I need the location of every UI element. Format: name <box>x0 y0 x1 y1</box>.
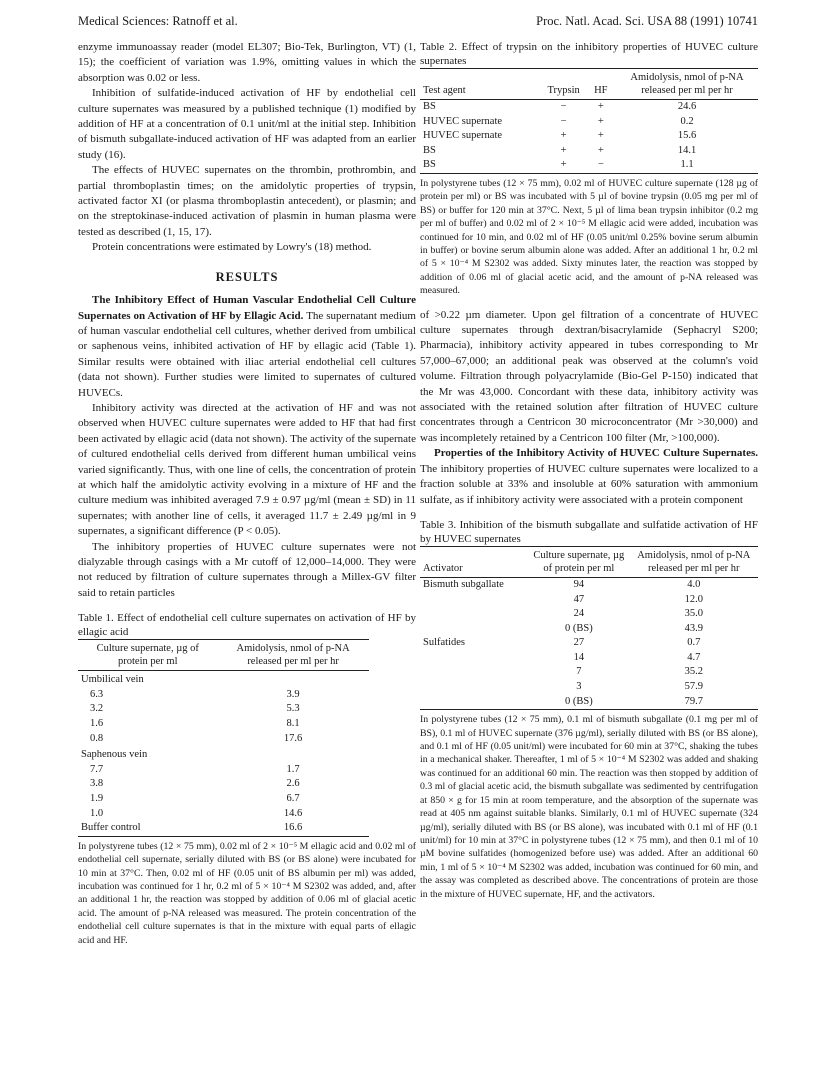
table3-protein-cell: 27 <box>573 637 585 649</box>
table3-activator-cell <box>420 695 528 710</box>
table3-amidolysis-cell: 35.0 <box>684 608 703 620</box>
running-head-right: Proc. Natl. Acad. Sci. USA 88 (1991) 10741 <box>536 14 758 28</box>
table2-amidolysis-cell: 14.1 <box>677 144 697 156</box>
table2-agent-cell: BS <box>423 101 436 112</box>
right-column <box>420 40 758 901</box>
table2-caption: Table 2. Effect of trypsin on the inhibitory properties of HUVEC culture supernates <box>420 41 758 67</box>
table-row <box>78 717 369 732</box>
table3-amidolysis-cell: 57.9 <box>684 681 703 693</box>
table1-amidolysis-cell: 5.3 <box>286 703 300 715</box>
table-row <box>78 792 369 807</box>
table3-protein-cell: 0 (BS) <box>564 622 593 634</box>
table-row <box>420 577 758 592</box>
table2-amidolysis-cell: 15.6 <box>677 130 697 142</box>
table-row <box>78 763 369 778</box>
table2-trypsin-cell: + <box>560 130 567 142</box>
table3-activator-cell: Bismuth subgallate <box>423 578 504 590</box>
table3-amidolysis-cell: 79.7 <box>684 695 703 707</box>
table-row <box>78 777 369 792</box>
table1-note: In polystyrene tubes (12 × 75 mm), 0.02 ml of 2 × 10⁻⁵ M ellagic acid and 0.02 ml of endothelial cell supernate, serially diluted with BS (or BS alone) were incubated for 10 min at 37°C. Then, 0.02 ml of HF (0.05 unit of BS albumin per ml) was added, incubation was continued for 1 hr, 0.2 ml of 5 × 10⁻⁴ M S2302 was added, and, after an additional 1 hr, the reaction was stopped by addition of 0.06 ml of glacial acetic acid. The amount of p-NA released was measured. The protein concentration of the endothelial cell culture supernates is that in the mixture with equal parts of ellagic acid and HF. <box>78 840 416 946</box>
table-row <box>420 680 758 695</box>
table1-amidolysis-cell: 6.7 <box>286 792 300 804</box>
table2-header: Test agent <box>423 85 466 96</box>
table3-protein-cell: 47 <box>573 593 585 605</box>
table3-activator-cell <box>420 680 528 695</box>
paragraph: Protein concentrations were estimated by Lowry's (18) method. <box>92 241 372 254</box>
subsection-heading: The Inhibitory Effect of Human Vascular Endothelial Cell Culture Supernates on Activation of HF by Ellagic Acid. <box>78 294 416 322</box>
table1-group-label: Umbilical vein <box>81 674 144 686</box>
table-row <box>420 695 758 710</box>
table1-protein-cell: 6.3 <box>90 688 104 700</box>
table-row <box>420 100 758 115</box>
paragraph <box>78 293 416 401</box>
table1-amidolysis-cell: 1.7 <box>286 763 300 775</box>
paragraph: The inhibitory properties of HUVEC culture supernates were not dialyzable through casings with a Mr cutoff of 12,000–14,000. They were not reduced by filtration of culture supernates through a Millex-GV filter said to retain particles <box>78 540 416 599</box>
table1-amidolysis-cell: 2.6 <box>286 778 300 790</box>
table1-group-row <box>78 746 369 763</box>
table3-activator-cell <box>420 622 528 637</box>
table-row <box>420 115 758 130</box>
table3-protein-cell: 3 <box>576 681 582 693</box>
table1-amidolysis-cell: 3.9 <box>286 688 300 700</box>
table2-amidolysis-cell: 0.2 <box>680 115 694 127</box>
table3-protein-cell: 24 <box>573 608 585 620</box>
table3-activator-cell <box>420 665 528 680</box>
table1-protein-cell: 1.6 <box>90 718 104 729</box>
table3-amidolysis-cell: 35.2 <box>684 666 703 678</box>
table2-hf-cell: + <box>597 130 604 142</box>
table2-note: In polystyrene tubes (12 × 75 mm), 0.02 ml of HUVEC culture supernate (128 µg of protein per ml) or BS was incubated with 5 µl of bovine trypsin (0.05 mg per ml of BS) or buffer for 120 min at 37°C. Next, 5 µl of lima bean trypsin inhibitor (0.2 mg per ml of buffer) and 0.02 ml of 2 × 10⁻⁵ M ellagic acid were added, incubation was continued for 10 min, and 0.02 ml of HF (0.05 unit/ml 0.25% bovine serum albumin in buffer) or bovine serum albumin alone was added. After an additional 1 hr, 0.2 ml of 5 × 10⁻⁴ M S2302 was added. Sixty minutes later, the reaction was stopped by addition of 0.06 ml of glacial acetic acid, and the amount of p-NA released was measured. <box>420 177 758 297</box>
table3-activator-cell: Sulfatides <box>423 637 465 649</box>
table-row <box>420 636 758 651</box>
table3-header: Amidolysis, nmol of p-NA released per ml per hr <box>637 549 751 574</box>
table2-agent-cell: HUVEC supernate <box>423 115 503 127</box>
table1-amidolysis-cell: 14.6 <box>283 807 303 819</box>
table1-col1-header: Culture supernate, µg of protein per ml <box>96 643 199 668</box>
table3-amidolysis-cell: 43.9 <box>684 622 703 634</box>
table3-amidolysis-cell: 4.7 <box>687 651 701 663</box>
table1-protein-cell: 7.7 <box>90 763 104 775</box>
table2-trypsin-cell: + <box>560 159 567 171</box>
table2-agent-cell: BS <box>423 159 436 171</box>
table3 <box>420 546 758 710</box>
table3-amidolysis-cell: 12.0 <box>684 593 703 605</box>
table2-amidolysis-cell: 24.6 <box>677 101 697 112</box>
table2-agent-cell: BS <box>423 144 436 156</box>
table1-amidolysis-cell: 17.6 <box>283 732 303 744</box>
table-row <box>78 688 369 703</box>
table1-protein-cell: 1.0 <box>90 807 104 819</box>
table3-header: Activator <box>423 562 463 574</box>
paragraph: Inhibition of sulfatide-induced activation of HF by endothelial cell culture supernates was measured by a published technique (1) modified by addition of HF at a concentration of 0.1 unit/ml at the initial step. Inhibition of bismuth subgallate-induced activation of HF was adapted from an earlier study (16). <box>78 87 416 161</box>
table1-protein-cell: 0.8 <box>90 732 104 744</box>
paragraph: of >0.22 µm diameter. Upon gel filtration of a concentrate of HUVEC culture supernates through dextran/bisacrylamide (Sephacryl S200; Pharmacia), inhibitory activity appeared in tubes corresponding to Mr 57,000–67,000; an additional peak was observed at the column's void volume. Filtration through polyacrylamide (Bio-Gel P-150) indicated that the Mr was 43,000. Concordant with these data, inhibitory activity was associated with the retained solution after filtration of HUVEC culture concentrates through a Centricon 30 microconcentrator (Mr >30,000) and was incompletely retained by a Centricon 100 filter (Mr, >100,000). <box>420 308 758 444</box>
table3-activator-cell <box>420 651 528 666</box>
running-head-left: Medical Sciences: Ratnoff et al. <box>78 14 238 28</box>
table-row <box>420 593 758 608</box>
table1-col2-header: Amidolysis, nmol of p-NA released per ml per hr <box>236 643 350 668</box>
table-row <box>420 665 758 680</box>
table3-caption: Table 3. Inhibition of the bismuth subgallate and sulfatide activation of HF by HUVEC supernates <box>420 518 758 545</box>
table2-hf-cell: + <box>597 115 604 127</box>
table-row <box>78 821 369 836</box>
table2-header: HF <box>594 85 608 96</box>
table3-protein-cell: 14 <box>573 651 585 663</box>
table-row <box>420 129 758 144</box>
table2-header: Trypsin <box>547 85 580 96</box>
table3-protein-cell: 7 <box>576 666 582 678</box>
table1-protein-cell: 1.9 <box>90 792 104 804</box>
table-row <box>420 144 758 159</box>
table2-header: Amidolysis, nmol of p-NA released per ml per hr <box>630 72 744 96</box>
paragraph: The effects of HUVEC supernates on the thrombin, prothrombin, and partial thromboplastin times; on the amidolytic properties of trypsin, activated factor XI (or plasma thromboplastin antecedent), or plasmin; and on the streptokinase-induced activation of plasmin in human plasma were tested as described (1, 15, 17). <box>78 164 416 238</box>
table1-protein-cell: 3.2 <box>90 703 104 715</box>
paragraph: Inhibitory activity was directed at the activation of HF and was not observed when HUVEC culture supernates were added to HF that had first been activated by ellagic acid (data not shown). The activity of the supernate of cultured endothelial cells derived from different human umbilical veins varied significantly. Thus, with one line of cells, the concentration of protein at which half the amidolytic activity evolving in a mixture of HF and the culture medium was inhibited averaged 7.9 ± 0.97 µg/ml (mean ± SD) in 11 supernates; with another line of cells, it averaged 11.7 ± 2.49 µg/ml in 9 supernates, a significant difference (P < 0.05). <box>78 401 416 538</box>
subsection-heading: Properties of the Inhibitory Activity of HUVEC Culture Supernates. <box>434 447 758 460</box>
table3-protein-cell: 94 <box>573 578 585 590</box>
table2 <box>420 68 758 174</box>
table3-amidolysis-cell: 4.0 <box>687 578 701 590</box>
table-row <box>420 158 758 173</box>
table3-header: Culture supernate, µg of protein per ml <box>533 549 625 574</box>
paragraph-text: The supernatant medium of human vascular endothelial cell cultures, whether derived from umbilical or saphenous veins, inhibited activation of HF by ellagic acid (Table 1). Similar results were obtained with iliac arterial endothelial cell cultures (data not shown). Further studies were limited to supernates of cultured HUVECs. <box>78 309 416 399</box>
paragraph: enzyme immunoassay reader (model EL307; Bio-Tek, Burlington, VT) (1, 15); the coefficient of variation was 1.9%, omitting values in which the absorption was 0.02 or less. <box>78 41 416 84</box>
table1 <box>78 639 369 837</box>
table-row <box>78 807 369 822</box>
table1-caption: Table 1. Effect of endothelial cell culture supernates on activation of HF by ellagic acid <box>78 612 416 639</box>
table1-amidolysis-cell: 8.1 <box>286 718 300 729</box>
table3-amidolysis-cell: 0.7 <box>687 637 701 649</box>
results-heading: RESULTS <box>215 269 279 284</box>
table3-protein-cell: 0 (BS) <box>564 695 593 707</box>
table3-activator-cell <box>420 607 528 622</box>
table1-control-value: 16.6 <box>283 822 303 834</box>
table2-trypsin-cell: − <box>560 101 567 112</box>
table3-activator-cell <box>420 593 528 608</box>
table-row <box>78 702 369 717</box>
table2-trypsin-cell: − <box>560 115 567 127</box>
paragraph-text: The inhibitory properties of HUVEC culture supernates were localized to a fraction soluble at 33% and insoluble at 60% saturation with ammonium sulfate, as if inhibitory activity were associated with a protein component <box>420 462 758 506</box>
paragraph <box>420 446 758 508</box>
table1-group-row <box>78 671 369 688</box>
table2-hf-cell: + <box>597 101 604 112</box>
table1-group-label: Saphenous vein <box>81 749 148 761</box>
table-row <box>420 607 758 622</box>
table2-amidolysis-cell: 1.1 <box>680 159 694 171</box>
table2-agent-cell: HUVEC supernate <box>423 130 503 142</box>
table-row <box>420 651 758 666</box>
table1-control-label: Buffer control <box>81 822 141 834</box>
table3-note: In polystyrene tubes (12 × 75 mm), 0.1 ml of bismuth subgallate (0.1 mg per ml of BS), 0.1 ml of HUVEC supernate (376 µg/ml), serially diluted with BS (or BS alone), and 0.1 ml of HF (0.05 unit/ml) were incubated for 60 min at 37°C, shaking the tubes in a mechanical shaker. Thereafter, 1 ml of 5 × 10⁻⁴ M S2302 was added and shaking was continued for an additional 60 min. The reaction was then stopped by addition of 0.3 ml of glacial acetic acid, the bismuth subgallate was sedimented by centrifugation at 850 × g for 15 min at room temperature, and the absorption of the supernate was read at 405 nm against suitable blanks. Similarly, 0.1 ml of HUVEC supernate (324 µg/ml), serially diluted with BS (or BS alone), was incubated with 0.1 ml of HF (0.1 unit/ml) for 10 min at 37°C in polystyrene tubes (12 × 75 mm), and then 0.1 ml of 10 µM bovine sulfatides (homogenized before use) was added. After an additional 60 min, 1 ml of 5 × 10⁻⁴ M S2302 was added, incubation was continued for 60 min, and the assay was completed as described above. The concentrations of protein are those in the mixture of HUVEC supernate, HF, and the activators. <box>420 714 758 900</box>
table-row <box>420 622 758 637</box>
table2-trypsin-cell: + <box>560 144 567 156</box>
table1-protein-cell: 3.8 <box>90 778 104 790</box>
table-row <box>78 732 369 747</box>
left-column <box>78 40 416 947</box>
table2-hf-cell: + <box>597 144 604 156</box>
table2-hf-cell: − <box>597 159 604 171</box>
running-head <box>78 14 758 34</box>
